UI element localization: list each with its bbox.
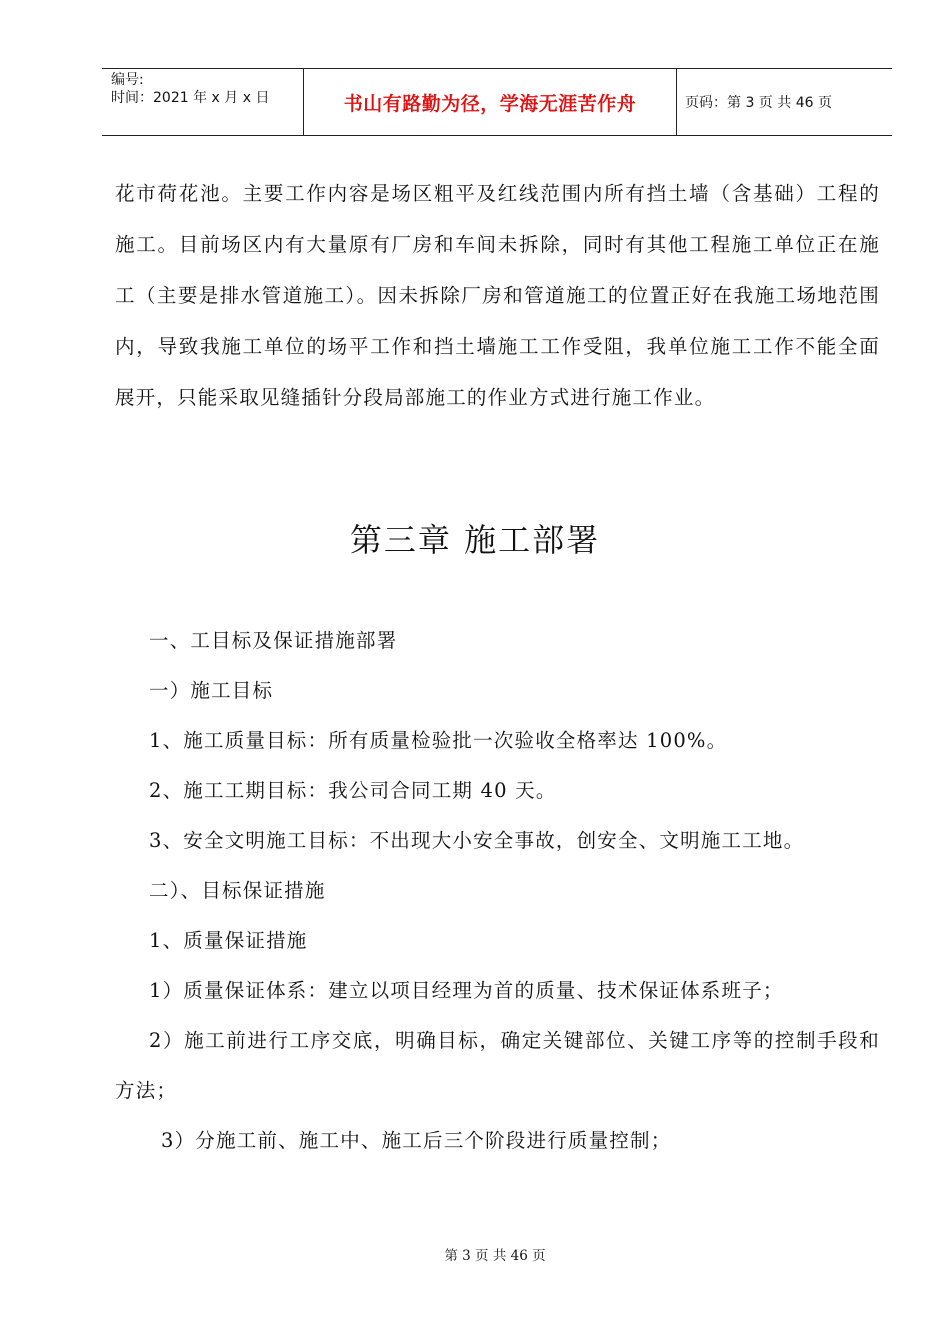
motto-text: 书山有路勤为径，学海无涯苦作舟 — [343, 92, 637, 115]
time-label: 时间：2021 年 x 月 x 日 — [111, 90, 270, 106]
subsection-heading: 一）施工目标 — [149, 679, 274, 702]
section-heading: 一、工目标及保证措施部署 — [149, 629, 398, 652]
header-meta-cell — [102, 69, 304, 135]
document-header — [102, 68, 892, 136]
list-item: 3、安全文明施工目标：不出现大小安全事故，创安全、文明施工工地。 — [149, 829, 805, 852]
section-content — [115, 616, 880, 1166]
list-item: 1、施工质量目标：所有质量检验批一次验收全格率达 100%。 — [149, 729, 728, 752]
list-item: 1）质量保证体系：建立以项目经理为首的质量、技术保证体系班子； — [149, 979, 784, 1002]
list-item: 1、质量保证措施 — [149, 929, 308, 952]
chapter-title: 第三章 施工部署 — [349, 521, 601, 559]
list-item: 3）分施工前、施工中、施工后三个阶段进行质量控制； — [161, 1129, 672, 1152]
header-motto-cell — [304, 69, 677, 135]
header-page-info: 页码：第 3 页 共 46 页 — [685, 95, 832, 111]
body-paragraph: 花市荷花池。主要工作内容是场区粗平及红线范围内所有挡土墙（含基础）工程的施工。目前场区内有大量原有厂房和车间未拆除，同时有其他工程施工单位正在施工（主要是排水管道施工）。因未拆除厂房和管道施工的位置正好在我施工场地范围内，导致我施工单位的场平工作和挡土墙施工工作受阻，我单位施工工作不能全面展开，只能采取见缝插针分段局部施工的作业方式进行施工作业。 — [115, 182, 880, 409]
list-item: 2、施工工期目标：我公司合同工期 40 天。 — [149, 779, 557, 802]
list-item: 2）施工前进行工序交底，明确目标，确定关键部位、关键工序等的控制手段和方法； — [115, 1029, 880, 1102]
header-page-cell — [677, 69, 892, 135]
subsection-heading: 二）、目标保证措施 — [149, 879, 326, 902]
number-label: 编号: — [111, 72, 144, 88]
page-footer: 第 3 页 共 46 页 — [444, 1248, 546, 1264]
